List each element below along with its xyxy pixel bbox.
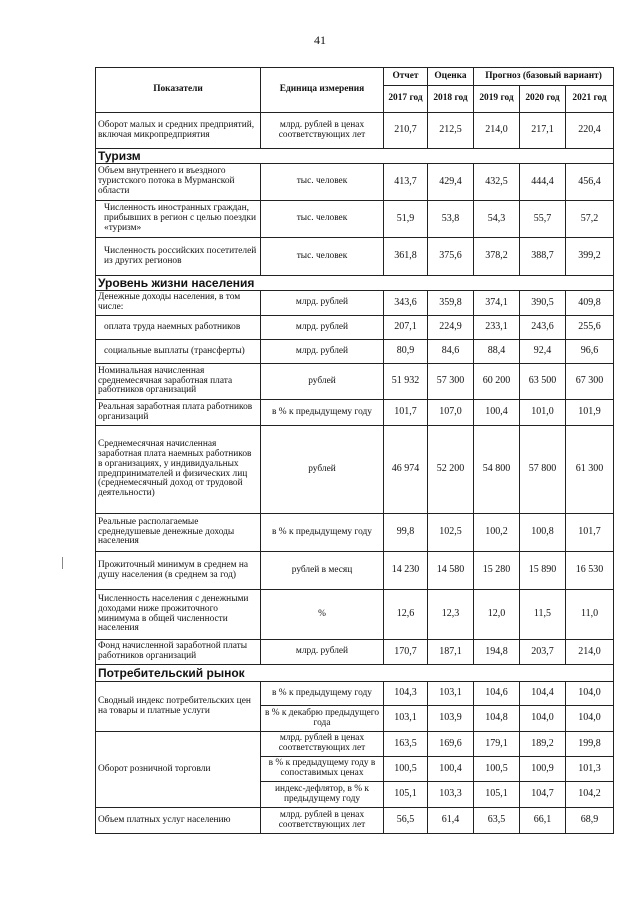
cell-value: 57,2	[566, 201, 614, 238]
cell-value: 101,7	[384, 400, 428, 426]
cell-value: 14 230	[384, 552, 428, 590]
row-unit: тыс. человек	[261, 238, 384, 276]
cell-value: 212,5	[428, 113, 474, 149]
cell-value: 224,9	[428, 316, 474, 340]
margin-mark	[62, 557, 63, 569]
table-row	[96, 514, 614, 552]
row-unit: в % к предыдущему году	[261, 400, 384, 426]
cell-value: 12,6	[384, 590, 428, 640]
cell-value: 217,1	[520, 113, 566, 149]
cell-value: 12,3	[428, 590, 474, 640]
cell-value: 374,1	[474, 291, 520, 316]
cell-value: 80,9	[384, 340, 428, 364]
cell-value: 11,0	[566, 590, 614, 640]
cell-value: 104,0	[566, 706, 614, 732]
row-unit: индекс-дефлятор, в % к предыдущему году	[261, 782, 384, 808]
cell-value: 187,1	[428, 640, 474, 665]
cell-value: 84,6	[428, 340, 474, 364]
cell-value: 102,5	[428, 514, 474, 552]
table-row	[96, 340, 614, 364]
cell-value: 66,1	[520, 808, 566, 834]
cell-value: 14 580	[428, 552, 474, 590]
cell-value: 104,0	[520, 706, 566, 732]
row-label: Реальные располагаемые среднедушевые денежные доходы населения	[96, 514, 261, 552]
cell-value: 52 200	[428, 426, 474, 514]
cell-value: 56,5	[384, 808, 428, 834]
row-label: Оборот розничной торговли	[96, 732, 261, 808]
cell-value: 100,9	[520, 757, 566, 782]
cell-value: 189,2	[520, 732, 566, 757]
cell-value: 61 300	[566, 426, 614, 514]
cell-value: 388,7	[520, 238, 566, 276]
cell-value: 104,2	[566, 782, 614, 808]
cell-value: 233,1	[474, 316, 520, 340]
row-unit: млрд. рублей	[261, 316, 384, 340]
row-unit: млрд. рублей	[261, 640, 384, 665]
header-report: Отчет	[384, 68, 428, 86]
row-unit: в % к декабрю предыдущего года	[261, 706, 384, 732]
table-row	[96, 364, 614, 400]
row-label: Сводный индекс потребительских цен на товары и платные услуги	[96, 682, 261, 732]
row-label: Среднемесячная начисленная заработная плата наемных работников в организациях, у индивидуальных предпринимателей и физических лиц (среднемесячный доход от трудовой деятельности)	[96, 426, 261, 514]
row-label: Численность российских посетителей из других регионов	[96, 238, 261, 276]
cell-value: 100,5	[384, 757, 428, 782]
table-row	[96, 590, 614, 640]
row-unit: рублей	[261, 426, 384, 514]
cell-value: 11,5	[520, 590, 566, 640]
cell-value: 100,8	[520, 514, 566, 552]
cell-value: 15 890	[520, 552, 566, 590]
cell-value: 100,4	[474, 400, 520, 426]
row-unit: млрд. рублей в ценах соответствующих лет	[261, 808, 384, 834]
row-label: Денежные доходы населения, в том числе:	[96, 291, 261, 316]
section-row	[96, 665, 614, 682]
cell-value: 103,9	[428, 706, 474, 732]
cell-value: 67 300	[566, 364, 614, 400]
cell-value: 101,9	[566, 400, 614, 426]
cell-value: 46 974	[384, 426, 428, 514]
header-forecast: Прогноз (базовый вариант)	[474, 68, 614, 86]
table-row	[96, 400, 614, 426]
cell-value: 361,8	[384, 238, 428, 276]
header-year: 2017 год	[384, 86, 428, 113]
cell-value: 203,7	[520, 640, 566, 665]
cell-value: 100,4	[428, 757, 474, 782]
forecast-table	[95, 67, 614, 834]
cell-value: 199,8	[566, 732, 614, 757]
row-unit: млрд. рублей в ценах соответствующих лет	[261, 732, 384, 757]
cell-value: 96,6	[566, 340, 614, 364]
header-estimate: Оценка	[428, 68, 474, 86]
cell-value: 61,4	[428, 808, 474, 834]
cell-value: 53,8	[428, 201, 474, 238]
cell-value: 456,4	[566, 164, 614, 201]
cell-value: 100,2	[474, 514, 520, 552]
table-row	[96, 113, 614, 149]
cell-value: 92,4	[520, 340, 566, 364]
cell-value: 103,1	[428, 682, 474, 706]
cell-value: 378,2	[474, 238, 520, 276]
cell-value: 104,4	[520, 682, 566, 706]
row-label: социальные выплаты (трансферты)	[96, 340, 261, 364]
cell-value: 54 800	[474, 426, 520, 514]
header-year: 2021 год	[566, 86, 614, 113]
row-unit: тыс. человек	[261, 164, 384, 201]
cell-value: 163,5	[384, 732, 428, 757]
cell-value: 207,1	[384, 316, 428, 340]
cell-value: 432,5	[474, 164, 520, 201]
row-unit: рублей	[261, 364, 384, 400]
cell-value: 99,8	[384, 514, 428, 552]
cell-value: 104,8	[474, 706, 520, 732]
cell-value: 54,3	[474, 201, 520, 238]
table-row	[96, 552, 614, 590]
cell-value: 105,1	[384, 782, 428, 808]
cell-value: 103,1	[384, 706, 428, 732]
row-unit: млрд. рублей в ценах соответствующих лет	[261, 113, 384, 149]
cell-value: 104,6	[474, 682, 520, 706]
section-row	[96, 276, 614, 291]
table-row	[96, 291, 614, 316]
cell-value: 101,3	[566, 757, 614, 782]
cell-value: 60 200	[474, 364, 520, 400]
cell-value: 104,0	[566, 682, 614, 706]
cell-value: 255,6	[566, 316, 614, 340]
cell-value: 170,7	[384, 640, 428, 665]
header-year: 2018 год	[428, 86, 474, 113]
row-label: Реальная заработная плата работников организаций	[96, 400, 261, 426]
page-number: 41	[314, 33, 326, 47]
cell-value: 210,7	[384, 113, 428, 149]
header-year: 2020 год	[520, 86, 566, 113]
cell-value: 88,4	[474, 340, 520, 364]
row-label: Численность иностранных граждан, прибывших в регион с целью поездки «туризм»	[96, 201, 261, 238]
section-tourism: Туризм	[96, 149, 614, 164]
cell-value: 194,8	[474, 640, 520, 665]
row-unit: в % к предыдущему году в сопоставимых ценах	[261, 757, 384, 782]
row-unit: в % к предыдущему году	[261, 514, 384, 552]
table-row	[96, 164, 614, 201]
cell-value: 399,2	[566, 238, 614, 276]
header-unit: Единица измерения	[261, 68, 384, 113]
cell-value: 179,1	[474, 732, 520, 757]
cell-value: 359,8	[428, 291, 474, 316]
section-consumer-market: Потребительский рынок	[96, 665, 614, 682]
cell-value: 444,4	[520, 164, 566, 201]
cell-value: 63 500	[520, 364, 566, 400]
row-unit: %	[261, 590, 384, 640]
cell-value: 214,0	[566, 640, 614, 665]
row-unit: тыс. человек	[261, 201, 384, 238]
table-row	[96, 316, 614, 340]
cell-value: 57 800	[520, 426, 566, 514]
cell-value: 103,3	[428, 782, 474, 808]
row-unit: млрд. рублей	[261, 291, 384, 316]
cell-value: 15 280	[474, 552, 520, 590]
section-living-standard: Уровень жизни населения	[96, 276, 614, 291]
row-unit: рублей в месяц	[261, 552, 384, 590]
table-row	[96, 426, 614, 514]
cell-value: 375,6	[428, 238, 474, 276]
row-label: Фонд начисленной заработной платы работников организаций	[96, 640, 261, 665]
cell-value: 390,5	[520, 291, 566, 316]
row-label: Прожиточный минимум в среднем на душу населения (в среднем за год)	[96, 552, 261, 590]
row-unit: в % к предыдущему году	[261, 682, 384, 706]
cell-value: 16 530	[566, 552, 614, 590]
cell-value: 214,0	[474, 113, 520, 149]
cell-value: 105,1	[474, 782, 520, 808]
row-label: Объем внутреннего и въездного туристского потока в Мурманской области	[96, 164, 261, 201]
cell-value: 107,0	[428, 400, 474, 426]
cell-value: 104,7	[520, 782, 566, 808]
row-label: оплата труда наемных работников	[96, 316, 261, 340]
cell-value: 101,0	[520, 400, 566, 426]
row-label: Оборот малых и средних предприятий, включая микропредприятия	[96, 113, 261, 149]
cell-value: 12,0	[474, 590, 520, 640]
cell-value: 57 300	[428, 364, 474, 400]
cell-value: 243,6	[520, 316, 566, 340]
header-indicator: Показатели	[96, 68, 261, 113]
row-unit: млрд. рублей	[261, 340, 384, 364]
cell-value: 63,5	[474, 808, 520, 834]
table-row	[96, 238, 614, 276]
cell-value: 343,6	[384, 291, 428, 316]
cell-value: 220,4	[566, 113, 614, 149]
cell-value: 104,3	[384, 682, 428, 706]
table-row	[96, 640, 614, 665]
cell-value: 51,9	[384, 201, 428, 238]
row-label: Численность населения с денежными доходами ниже прожиточного минимума в общей численности населения	[96, 590, 261, 640]
cell-value: 68,9	[566, 808, 614, 834]
table-row	[96, 808, 614, 834]
row-label: Номинальная начисленная среднемесячная заработная плата работников организаций	[96, 364, 261, 400]
cell-value: 51 932	[384, 364, 428, 400]
header-year: 2019 год	[474, 86, 520, 113]
cell-value: 409,8	[566, 291, 614, 316]
cell-value: 55,7	[520, 201, 566, 238]
cell-value: 413,7	[384, 164, 428, 201]
cell-value: 100,5	[474, 757, 520, 782]
cell-value: 101,7	[566, 514, 614, 552]
table-row	[96, 201, 614, 238]
row-label: Объем платных услуг населению	[96, 808, 261, 834]
table-row	[96, 682, 614, 706]
cell-value: 429,4	[428, 164, 474, 201]
section-row	[96, 149, 614, 164]
cell-value: 169,6	[428, 732, 474, 757]
table-row	[96, 732, 614, 757]
